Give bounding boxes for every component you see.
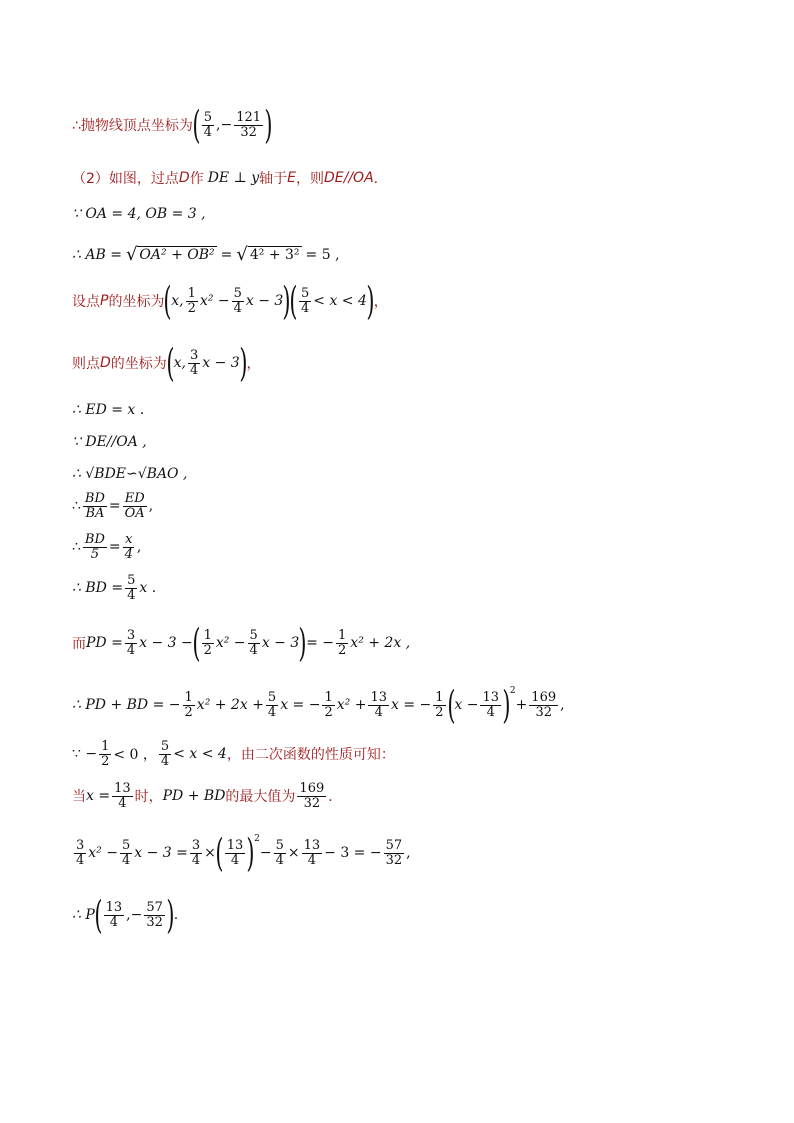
denominator: 32 [535,704,552,720]
period: . [173,907,179,923]
text: ，则 [295,171,324,187]
fraction [202,111,214,139]
comma: , [148,498,154,515]
numerator: 57 [385,837,403,853]
equals: = [220,246,233,263]
numerator: 1 [187,285,196,301]
numerator: BD [84,532,105,547]
math-expr: x² − [88,845,118,861]
math-expr: × [287,845,300,861]
text: 而 [72,636,86,652]
numerator: 5 [203,109,213,125]
numerator: 57 [146,899,163,915]
denominator: 4 [374,704,383,720]
math-expr: x − 3 = [134,845,188,861]
math-expr: = − [306,635,335,651]
square-root: √ OA² + OB² [125,244,215,265]
ratio-line [72,492,153,520]
denominator: 32 [146,914,163,930]
math-expr: + [515,697,528,713]
denominator: 2 [435,704,444,720]
denominator: 4 [109,914,119,930]
math-expr: DE ⊥ y [207,170,260,186]
math-expr: ∴ PD + BD = − [72,697,181,713]
denominator: 4 [233,300,242,316]
math-expr: × [204,845,216,861]
fraction [234,111,263,139]
text: ． [328,789,343,806]
conditions-line [72,740,395,768]
math-expr: x − 3 [261,635,300,651]
text: 设点 [72,294,100,310]
numerator: 13 [482,689,499,705]
numerator: 1 [184,689,193,705]
math-expr: − [259,845,272,861]
left-paren: ( [289,279,298,323]
math-expr: x − 3 [202,355,240,371]
text: ， [373,294,388,310]
point-label: D [178,170,190,186]
denominator: 2 [184,704,193,720]
math-expr: x = − [280,697,321,713]
fraction [99,740,111,768]
parallel-line [72,434,147,450]
denominator: 4 [121,852,131,868]
numerator: 1 [101,739,110,754]
text: （2）如图，过点 [72,171,179,187]
fraction [368,691,389,719]
numerator: 13 [303,837,321,853]
right-paren: ) [239,341,248,385]
left-paren: ( [192,103,201,147]
fraction [120,839,132,867]
point-p-result-line [72,893,179,937]
fraction [225,839,246,867]
numerator: 13 [105,899,123,915]
denominator: 4 [203,124,213,140]
denominator: 4 [230,852,240,868]
denominator: 2 [324,704,333,720]
numerator: 3 [191,837,201,853]
numerator: 1 [338,627,347,643]
fraction [123,533,135,561]
comma: , [560,697,565,713]
numerator: 121 [236,109,262,125]
math-expr: ∵ DE//OA , [72,434,147,450]
denominator: 4 [486,704,495,720]
fraction [274,839,286,867]
fraction [336,629,348,657]
denominator: 4 [191,852,201,868]
math-expr: < x < 4 [173,746,227,763]
numerator: 13 [226,837,244,853]
denominator: OA [124,505,145,521]
fraction [384,839,405,867]
radicand: OA² + OB² [139,247,215,263]
numerator: 5 [249,627,258,643]
denominator: 4 [189,362,199,378]
square-root: √ 4² + 3² [236,244,300,265]
denominator: 5 [90,546,100,562]
left-paren: ( [166,341,175,385]
fraction [480,691,501,719]
denominator: 32 [385,852,403,868]
numerator: 1 [324,689,333,705]
pd-expression-line [72,621,411,665]
separator: ,− [126,907,143,923]
fraction [183,691,195,719]
fraction [322,691,334,719]
numerator: 13 [370,689,387,705]
denominator: BA [85,505,105,521]
math-expr: ∴ P [72,907,95,923]
left-paren: ( [215,831,224,875]
numerator: 1 [435,689,444,705]
numerator: 3 [189,347,199,363]
fraction [529,691,558,719]
part2-intro-line [72,168,388,188]
fraction [83,533,107,561]
denominator: 2 [187,300,196,316]
fraction [83,492,107,520]
fraction [248,629,260,657]
point-d-coordinate-line [72,341,261,385]
fraction [232,287,244,315]
text: ∴抛物线顶点坐标为 [72,118,193,134]
numerator: 3 [76,837,85,853]
fraction [202,629,214,657]
denominator: 4 [118,795,127,811]
fraction [266,691,278,719]
text: 的坐标为 [110,356,167,372]
denominator: 4 [307,852,316,868]
math-expr: x, [171,293,184,309]
numerator: 3 [126,627,136,643]
denominator: 4 [126,642,136,658]
math-expr: ∵ − [72,746,98,763]
fraction [299,287,311,315]
given-lengths-line [72,206,206,222]
math-expr: ∵ OA = 4, OB = 3 , [72,206,206,222]
numerator: 5 [301,285,310,301]
left-paren: ( [94,893,103,937]
denominator: 4 [124,546,133,562]
ratio-substituted-line [72,533,141,561]
exponent: 2 [509,686,516,696]
radicand: 4² + 3² [249,247,300,263]
math-expr: x . [139,580,157,597]
bd-result-line [72,574,156,602]
fraction [104,901,125,929]
right-paren: ) [366,279,375,323]
vertex-coordinate-line [72,103,273,147]
left-paren: ( [192,621,201,665]
math-expr: < 0 ， [113,747,157,764]
fraction [123,492,147,520]
numerator: x [125,532,133,547]
denominator: 4 [76,852,85,868]
numerator: BD [84,491,105,506]
numerator: 5 [160,739,170,754]
point-p-coordinate-line [72,279,388,323]
denominator: 2 [338,642,347,658]
math-expr: PD = [86,635,123,651]
right-paren: ) [298,621,307,665]
exponent: 2 [254,834,260,844]
numerator: 169 [299,781,325,796]
text: ， [246,356,261,372]
equals: = [108,539,121,556]
right-paren: ) [264,103,273,147]
denominator: 32 [303,795,321,811]
text: 时， [134,789,163,806]
point-label: E [287,170,296,186]
math-expr: x² − [199,293,230,309]
right-paren: ) [166,893,175,937]
math-expr: x, [173,355,186,371]
denominator: 4 [275,852,284,868]
fraction [302,839,323,867]
denominator: 4 [127,587,136,603]
numerator: 5 [127,573,136,588]
point-label: D [100,355,111,371]
fraction [190,839,202,867]
separator: ,− [216,117,233,133]
text: 则点 [72,356,100,372]
similar-triangles-line [72,466,187,482]
ed-equals-line [72,402,144,418]
comma: , [406,845,411,861]
fraction [112,782,133,810]
denominator: 4 [267,704,277,720]
math-expr: x² − [215,635,246,651]
denominator: 32 [240,124,257,140]
fraction [125,629,137,657]
therefore-symbol: ∴ [72,539,81,556]
math-expr: x − [454,697,479,713]
math-expr: DE//OA [323,170,374,186]
math-expr: < x < 4 [313,293,367,309]
text: ． [373,171,388,187]
text: 的坐标为 [108,294,165,310]
right-paren: ) [502,683,511,727]
math-expr: ∴ BD = [72,580,124,597]
equals: = [108,498,121,515]
y-value-line [72,831,411,875]
numerator: 169 [531,689,557,705]
math-expr: x = − [391,697,432,713]
numerator: 5 [275,837,284,853]
fraction [125,574,137,602]
math-expr: x² + 2x + [196,697,264,713]
denominator: 2 [203,642,212,658]
denominator: 2 [101,753,110,769]
right-paren: ) [282,279,291,323]
denominator: 4 [249,642,258,658]
maximum-value-line [72,782,342,810]
numerator: 13 [114,781,131,796]
math-expr: x = [86,788,111,805]
math-expr: = 5 , [305,246,340,263]
ab-length-line [72,244,340,265]
math-expr: x − 3 − [139,635,193,651]
pd-plus-bd-line [72,683,565,727]
text: 轴于 [259,171,288,187]
numerator: 5 [267,689,277,705]
math-expr: x − 3 [245,293,284,309]
therefore-symbol: ∴ [72,498,81,515]
fraction [74,839,86,867]
point-label: P [100,293,109,309]
text: 当 [72,789,86,806]
text: ，由二次函数的性质可知： [226,747,395,764]
numerator: ED [124,491,145,506]
text: 的最大值为 [225,789,296,806]
fraction [188,349,200,377]
fraction [159,740,171,768]
math-expr: ∴ √BDE∽√BAO , [72,466,188,482]
comma: , [136,539,142,556]
math-expr: x² + 2x , [350,635,411,651]
math-expr: PD + BD [162,788,226,805]
text: 作 [189,171,204,187]
math-expr: − 3 = − [324,845,382,861]
numerator: 5 [233,285,242,301]
math-expr: x² + [336,697,367,713]
fraction [144,901,165,929]
math-expr: ∴ AB = [72,246,122,263]
fraction [297,782,326,810]
denominator: 4 [301,300,310,316]
fraction [186,287,198,315]
math-expr: ∴ ED = x . [72,402,145,418]
left-paren: ( [163,279,172,323]
right-paren: ) [246,831,255,875]
fraction [433,691,445,719]
left-paren: ( [446,683,456,727]
numerator: 1 [203,627,212,643]
denominator: 4 [160,753,170,769]
numerator: 5 [121,837,131,853]
